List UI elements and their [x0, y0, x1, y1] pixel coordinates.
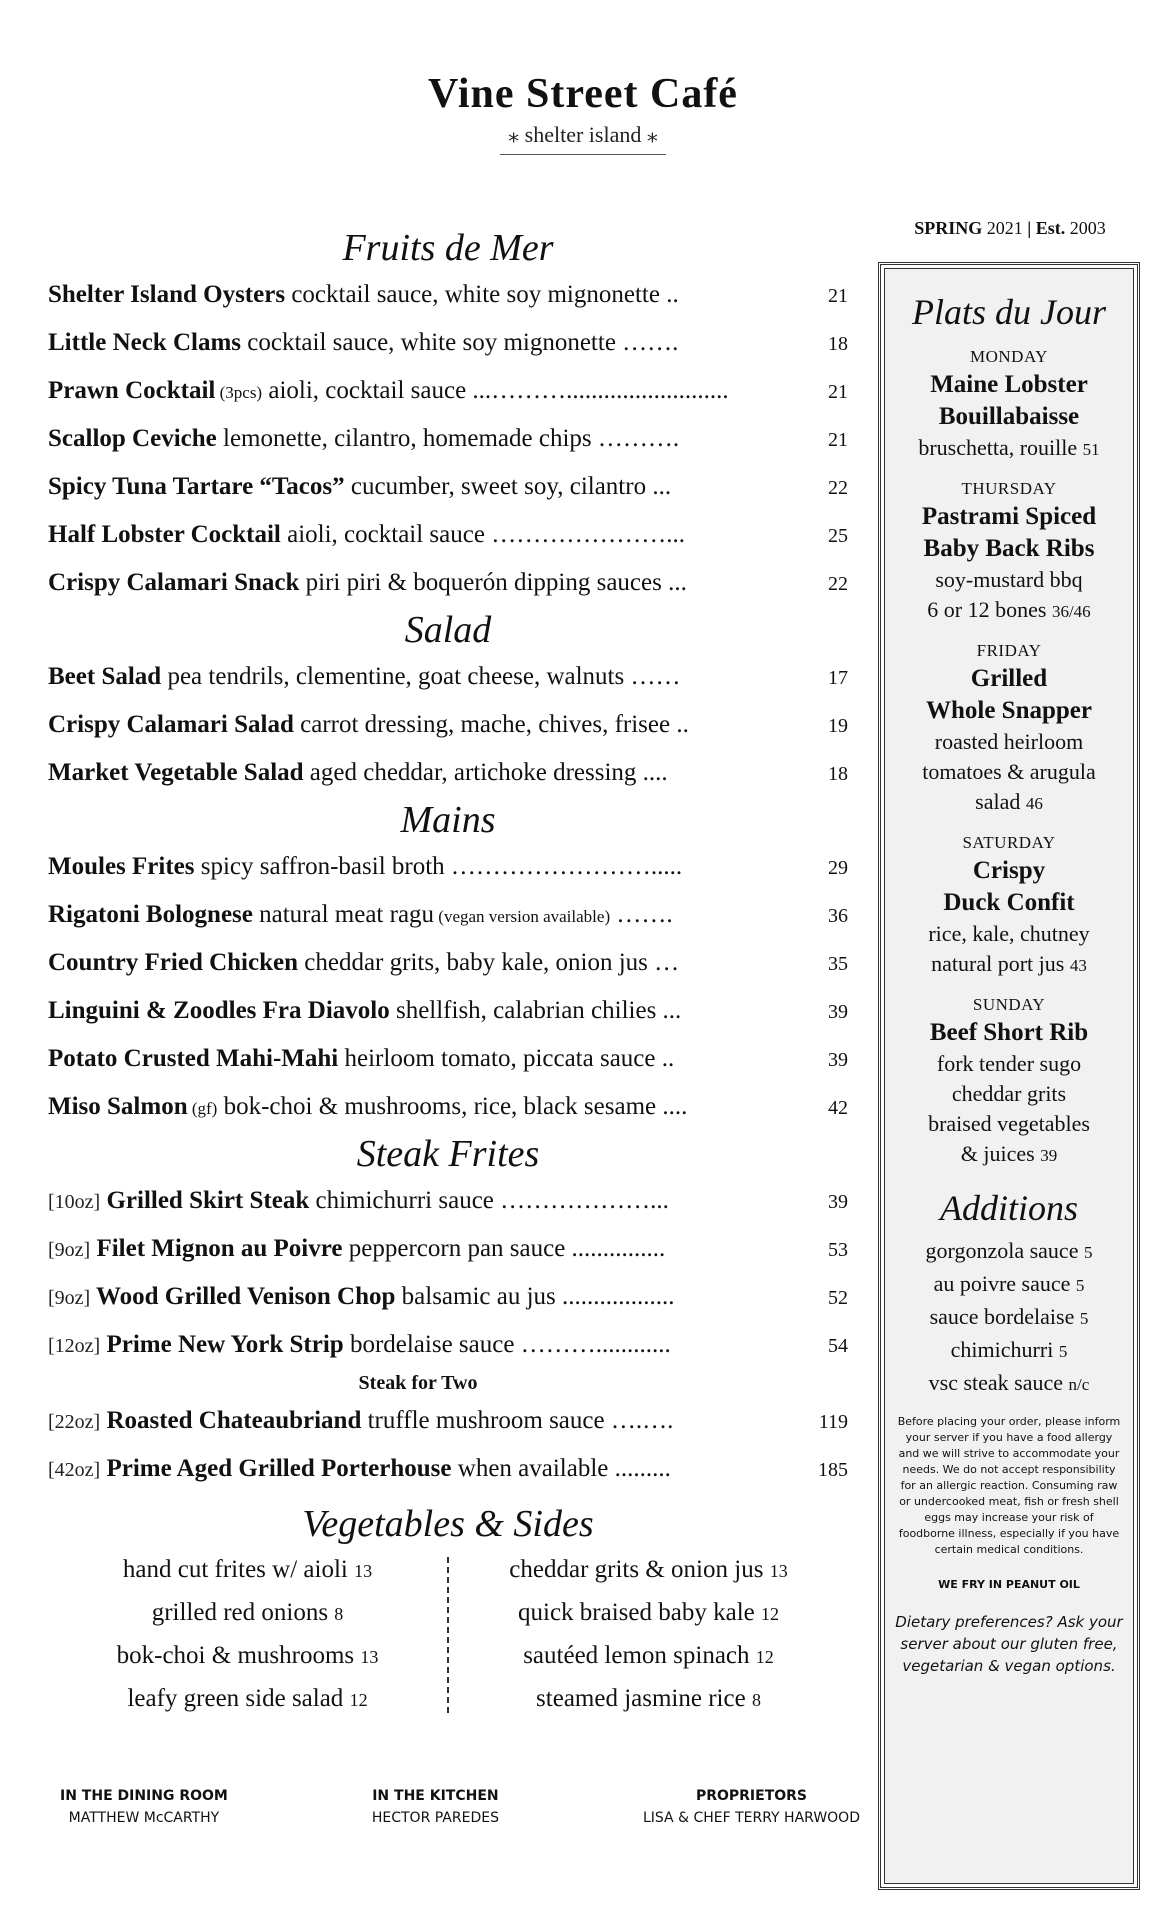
item-description: carrot dressing, mache, chives, frisee ..	[293, 711, 689, 738]
item-name: Filet Mignon au Poivre	[90, 1235, 343, 1262]
side-name: sautéed lemon spinach	[523, 1642, 750, 1669]
item-description: heirloom tomato, piccata sauce ..	[338, 1045, 675, 1072]
section-title-salad: Salad	[404, 609, 492, 651]
dietary-notice: Dietary preferences? Ask your server about our gluten free, vegetarian & vegan options.	[895, 1613, 1123, 1675]
addition-item	[885, 1334, 1133, 1367]
item-name: Prime Aged Grilled Porterhouse	[100, 1455, 452, 1482]
est-year: 2003	[1069, 218, 1106, 238]
side-price: 12	[349, 1690, 368, 1710]
staff-credits	[60, 1785, 860, 1829]
special-description-text: soy-mustard bbq	[935, 567, 1083, 592]
special-name: Bouillabaisse	[938, 403, 1080, 430]
menu-item-text	[48, 843, 783, 891]
side-price: 8	[751, 1690, 761, 1710]
special-description	[885, 1139, 1133, 1171]
steak-for-two-label: Steak for Two	[358, 1372, 478, 1394]
item-price: 36	[828, 905, 848, 927]
menu-item-text	[48, 319, 783, 367]
side-name: quick braised baby kale	[518, 1599, 755, 1626]
plats-du-jour-panel	[878, 262, 1140, 1890]
special-day: SUNDAY	[972, 995, 1046, 1014]
addition-name: gorgonzola sauce	[925, 1238, 1079, 1263]
addition-item	[885, 1301, 1133, 1334]
special-price: 43	[1069, 956, 1087, 975]
item-description: cheddar grits, baby kale, onion jus …	[298, 949, 680, 976]
special-description	[885, 565, 1133, 595]
item-weight: [12oz]	[48, 1335, 101, 1357]
item-price: 53	[828, 1239, 848, 1261]
item-description: aged cheddar, artichoke dressing ....	[303, 759, 668, 786]
menu-item	[48, 749, 848, 797]
sides-right-column	[449, 1549, 848, 1721]
est-label: | Est.	[1027, 218, 1066, 238]
menu-item-text	[48, 1177, 783, 1226]
special-name: Duck Confit	[943, 889, 1075, 916]
item-name: Prawn Cocktail	[48, 377, 216, 404]
item-description: lemonette, cilantro, homemade chips ……….	[216, 425, 680, 452]
section-title-sides: Vegetables & Sides	[302, 1503, 594, 1545]
item-price: 54	[828, 1335, 848, 1357]
item-leader: …….	[610, 901, 673, 928]
additions-title: Additions	[939, 1188, 1078, 1228]
side-price: 13	[360, 1647, 379, 1667]
menu-item-text	[48, 1083, 783, 1133]
side-name: hand cut frites w/ aioli	[122, 1556, 348, 1583]
steak-list	[48, 1177, 848, 1369]
section-title-mains: Mains	[400, 799, 496, 841]
menu-item-text	[48, 939, 783, 987]
menu-item-text	[48, 271, 783, 319]
menu-item-text	[48, 987, 783, 1035]
menu-item	[48, 939, 848, 987]
side-item	[449, 1635, 848, 1678]
staff-name: LISA & CHEF TERRY HARWOOD	[642, 1810, 860, 1826]
side-name: steamed jasmine rice	[536, 1685, 746, 1712]
item-description: aioli, cocktail sauce ...………..........................	[262, 377, 729, 404]
menu-item-text	[48, 559, 783, 607]
menu-item-text	[48, 701, 783, 749]
special-description-text: 6 or 12 bones	[927, 597, 1047, 622]
menu-item-text	[48, 511, 783, 559]
item-description: pea tendrils, clementine, goat cheese, walnuts ……	[161, 663, 681, 690]
item-name: Spicy Tuna Tartare “Tacos”	[48, 473, 345, 500]
item-description: cocktail sauce, white soy mignonette …….	[241, 329, 679, 356]
item-price: 21	[828, 285, 848, 307]
item-description: balsamic au jus ..................	[395, 1283, 675, 1310]
side-price: 12	[760, 1604, 779, 1624]
item-price: 25	[828, 525, 848, 547]
menu-item-text	[48, 1035, 783, 1083]
side-price: 13	[354, 1561, 373, 1581]
additions-list	[885, 1235, 1133, 1400]
special-price: 39	[1040, 1146, 1058, 1165]
daily-special	[885, 831, 1133, 981]
item-name: Half Lobster Cocktail	[48, 521, 281, 548]
addition-name: au poivre sauce	[933, 1271, 1071, 1296]
special-description-text: roasted heirloom	[934, 729, 1084, 754]
sides-grid	[48, 1549, 848, 1721]
item-price: 22	[828, 477, 848, 499]
menu-item-text	[48, 749, 783, 797]
special-name: Maine Lobster	[930, 371, 1088, 398]
staff-heading: IN THE DINING ROOM	[60, 1788, 228, 1804]
side-price: 12	[755, 1647, 774, 1667]
steak-for-two-list	[48, 1397, 848, 1493]
menu-item-text	[48, 1321, 783, 1370]
item-name: Crispy Calamari Salad	[48, 711, 294, 738]
special-description-text: bruschetta, rouille	[918, 435, 1078, 460]
item-price: 21	[828, 429, 848, 451]
season-label: SPRING	[914, 218, 983, 238]
special-name: Pastrami Spiced	[921, 503, 1097, 530]
daily-special	[885, 993, 1133, 1171]
special-description	[885, 919, 1133, 949]
special-price: 51	[1082, 440, 1100, 459]
plats-du-jour-inner	[884, 268, 1134, 1884]
item-description: shellfish, calabrian chilies ...	[389, 997, 682, 1024]
item-price: 18	[828, 763, 848, 785]
menu-item	[48, 843, 848, 891]
menu-item-text	[48, 463, 783, 511]
special-description-text: cheddar grits	[951, 1081, 1067, 1106]
item-description: chimichurri sauce ………………...	[309, 1187, 669, 1214]
item-name: Market Vegetable Salad	[48, 759, 304, 786]
item-weight: [22oz]	[48, 1411, 101, 1433]
item-weight: [42oz]	[48, 1459, 101, 1481]
addition-price: 5	[1083, 1243, 1093, 1262]
special-name: Whole Snapper	[925, 697, 1092, 724]
side-name: leafy green side salad	[127, 1685, 344, 1712]
item-description: natural meat ragu	[252, 901, 435, 928]
special-description	[885, 949, 1133, 981]
special-description	[885, 1079, 1133, 1109]
item-price: 185	[818, 1459, 848, 1481]
menu-item	[48, 415, 848, 463]
side-name: cheddar grits & onion jus	[509, 1556, 764, 1583]
special-description-text: fork tender sugo	[936, 1051, 1082, 1076]
special-description-text: rice, kale, chutney	[928, 921, 1090, 946]
addition-price: 5	[1079, 1309, 1089, 1328]
mains-list	[48, 843, 848, 1131]
peanut-oil-notice: WE FRY IN PEANUT OIL	[938, 1578, 1080, 1591]
staff-proprietors	[643, 1785, 860, 1829]
side-item	[449, 1549, 848, 1592]
item-price: 35	[828, 953, 848, 975]
item-name: Roasted Chateaubriand	[100, 1407, 362, 1434]
item-description: piri piri & boquerón dipping sauces ...	[299, 569, 687, 596]
addition-name: sauce bordelaise	[929, 1304, 1075, 1329]
side-price: 8	[334, 1604, 344, 1624]
menu-item-text	[48, 891, 783, 941]
menu-item-text	[48, 653, 783, 701]
section-title-fruits: Fruits de Mer	[342, 227, 554, 269]
fruits-list	[48, 271, 848, 607]
special-name: Crispy	[972, 857, 1046, 884]
side-item	[449, 1592, 848, 1635]
menu-item	[48, 1225, 848, 1273]
menu-item	[48, 1177, 848, 1225]
item-name: Scallop Ceviche	[48, 425, 217, 452]
item-description: cocktail sauce, white soy mignonette ..	[285, 281, 679, 308]
special-description-text: & juices	[960, 1141, 1035, 1166]
addition-item	[885, 1235, 1133, 1268]
item-description: when available .........	[451, 1455, 671, 1482]
plats-title: Plats du Jour	[912, 292, 1106, 332]
menu-item	[48, 559, 848, 607]
item-name: Beet Salad	[48, 663, 162, 690]
item-name: Linguini & Zoodles Fra Diavolo	[48, 997, 390, 1024]
sides-left-column	[48, 1549, 447, 1721]
item-note: (gf)	[187, 1099, 218, 1118]
special-description	[885, 595, 1133, 627]
special-day: MONDAY	[970, 347, 1048, 366]
item-price: 39	[828, 1191, 848, 1213]
menu-item-text	[48, 1273, 783, 1322]
item-price: 29	[828, 857, 848, 879]
brand-header	[0, 70, 1166, 155]
item-name: Wood Grilled Venison Chop	[90, 1283, 396, 1310]
addition-name: vsc steak sauce	[928, 1370, 1064, 1395]
menu-item	[48, 511, 848, 559]
special-description	[885, 787, 1133, 819]
allergy-notice: Before placing your order, please inform your server if you have a food allergy and we will strive to accommodate your needs. We do not accept responsibility for an allergic reaction. Consuming raw or undercooked meat, fish or fresh shell eggs may increase your risk of foodborne illness, especially if you have certain medical conditions.	[897, 1415, 1121, 1556]
special-price: 46	[1025, 794, 1043, 813]
staff-name: MATTHEW McCARTHY	[68, 1810, 220, 1826]
menu-item	[48, 891, 848, 939]
special-name: Baby Back Ribs	[923, 535, 1095, 562]
section-title-steak: Steak Frites	[356, 1133, 540, 1175]
item-price: 22	[828, 573, 848, 595]
menu-item-text	[48, 1445, 783, 1494]
side-item	[48, 1549, 447, 1592]
restaurant-location: ⁎ shelter island ⁎	[500, 122, 666, 155]
menu-item	[48, 1321, 848, 1369]
item-description: spicy saffron-basil broth …………………….....	[194, 853, 683, 880]
side-item	[48, 1592, 447, 1635]
special-name: Grilled	[970, 665, 1048, 692]
menu-item	[48, 367, 848, 415]
side-item	[48, 1678, 447, 1721]
special-description	[885, 1049, 1133, 1079]
addition-price: n/c	[1068, 1375, 1090, 1394]
item-name: Little Neck Clams	[48, 329, 242, 356]
item-price: 39	[828, 1049, 848, 1071]
menu-item	[48, 987, 848, 1035]
item-price: 18	[828, 333, 848, 355]
item-name: Miso Salmon	[48, 1093, 188, 1120]
salad-list	[48, 653, 848, 797]
item-price: 52	[828, 1287, 848, 1309]
menu-item	[48, 271, 848, 319]
special-description-text: natural port jus	[931, 951, 1065, 976]
special-description-text: tomatoes & arugula	[922, 759, 1096, 784]
item-price: 39	[828, 1001, 848, 1023]
special-description	[885, 727, 1133, 757]
season-line	[880, 218, 1140, 239]
addition-item	[885, 1268, 1133, 1301]
special-description-text: salad	[975, 789, 1021, 814]
staff-name: HECTOR PAREDES	[371, 1810, 499, 1826]
menu-item	[48, 1035, 848, 1083]
special-description	[885, 757, 1133, 787]
item-description: truffle mushroom sauce ….….	[361, 1407, 674, 1434]
menu-item	[48, 701, 848, 749]
special-name: Beef Short Rib	[929, 1019, 1089, 1046]
addition-item	[885, 1367, 1133, 1400]
addition-name: chimichurri	[950, 1337, 1054, 1362]
item-price: 19	[828, 715, 848, 737]
plats-days	[885, 345, 1133, 1171]
item-price: 17	[828, 667, 848, 689]
item-weight: [9oz]	[48, 1239, 91, 1261]
side-price: 13	[769, 1561, 788, 1581]
item-name: Potato Crusted Mahi-Mahi	[48, 1045, 339, 1072]
item-description: aioli, cocktail sauce …………………...	[280, 521, 685, 548]
side-name: grilled red onions	[151, 1599, 329, 1626]
special-description	[885, 1109, 1133, 1139]
item-name: Country Fried Chicken	[48, 949, 298, 976]
special-description	[885, 433, 1133, 465]
item-note: (3pcs)	[215, 383, 263, 402]
item-price: 21	[828, 381, 848, 403]
special-day: THURSDAY	[961, 479, 1057, 498]
special-day: FRIDAY	[976, 641, 1042, 660]
daily-special	[885, 477, 1133, 627]
addition-price: 5	[1075, 1276, 1085, 1295]
menu-item-text	[48, 367, 783, 417]
daily-special	[885, 639, 1133, 819]
menu-item-text	[48, 415, 783, 463]
side-name: bok-choi & mushrooms	[116, 1642, 355, 1669]
item-weight: [9oz]	[48, 1287, 91, 1309]
item-price: 119	[818, 1411, 848, 1433]
item-description: bok-choi & mushrooms, rice, black sesame ....	[217, 1093, 688, 1120]
staff-dining-room	[60, 1785, 228, 1829]
item-name: Prime New York Strip	[100, 1331, 344, 1358]
item-description: peppercorn pan sauce ...............	[342, 1235, 666, 1262]
menu-item	[48, 1083, 848, 1131]
item-weight: [10oz]	[48, 1191, 101, 1213]
menu-item	[48, 1397, 848, 1445]
daily-special	[885, 345, 1133, 465]
staff-heading: IN THE KITCHEN	[372, 1788, 499, 1804]
addition-price: 5	[1058, 1342, 1068, 1361]
side-item	[48, 1635, 447, 1678]
item-note: (vegan version available)	[434, 907, 611, 926]
item-description: cucumber, sweet soy, cilantro ...	[344, 473, 672, 500]
item-name: Grilled Skirt Steak	[100, 1187, 310, 1214]
staff-kitchen	[372, 1785, 499, 1829]
menu-item-text	[48, 1397, 783, 1446]
menu-item	[48, 1273, 848, 1321]
item-name: Crispy Calamari Snack	[48, 569, 300, 596]
menu-item	[48, 653, 848, 701]
restaurant-name: Vine Street Café	[428, 71, 738, 117]
special-day: SATURDAY	[962, 833, 1056, 852]
item-name: Moules Frites	[48, 853, 195, 880]
side-item	[449, 1678, 848, 1721]
item-name: Rigatoni Bolognese	[48, 901, 253, 928]
item-name: Shelter Island Oysters	[48, 281, 286, 308]
main-menu	[48, 225, 848, 1721]
menu-item	[48, 1445, 848, 1493]
special-description-text: braised vegetables	[928, 1111, 1090, 1136]
menu-item-text	[48, 1225, 783, 1274]
item-price: 42	[828, 1097, 848, 1119]
staff-heading: PROPRIETORS	[695, 1788, 808, 1804]
season-year: 2021	[986, 218, 1023, 238]
special-price: 36/46	[1051, 602, 1091, 621]
menu-item	[48, 319, 848, 367]
item-description: bordelaise sauce ………............	[343, 1331, 671, 1358]
menu-item	[48, 463, 848, 511]
